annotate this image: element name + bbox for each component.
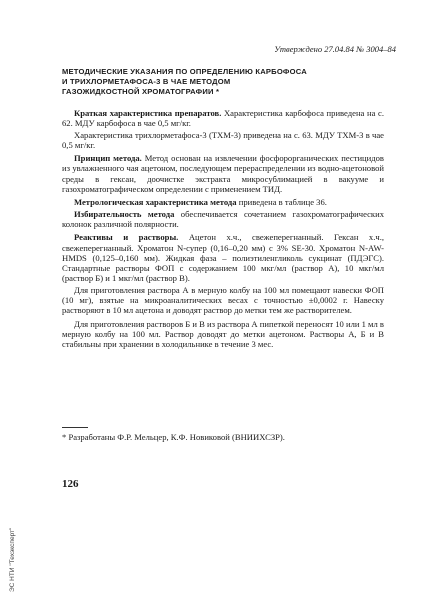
- paragraph-text: Для приготовления растворов Б и В из раствора А пипеткой переносят 10 или 1 мл в мерную колбу на 100 мл. Раствор доводят до метки ацетоном. Растворы А, Б и В стабильны при хранении в холодильнике в течение 3 мес.: [62, 318, 384, 350]
- footnote-divider: [62, 427, 88, 428]
- paragraph: [62, 209, 384, 230]
- paragraph: [62, 232, 384, 283]
- paragraph: [62, 130, 384, 151]
- paragraph-text: приведена в таблице 36.: [236, 197, 327, 208]
- page-number: 126: [62, 478, 79, 490]
- side-watermark-text: ЭС НТИ "Техэксперт": [9, 527, 16, 592]
- side-watermark: [6, 492, 18, 592]
- paragraph-text: Ацетон х.ч., свежеперегнанный. Гексан х.ч., свежеперегнанный. Хроматон N-супер (0,16–0,20 мм) с 3% SE-30. Хроматон N-AW-HMDS (0,125–0,160 мм). Жидкая фаза – полиэтиленгликоль сукцинат (ПДЭГС). Стандартные растворы ФОП с содержанием 100 мкг/мл (раствор А), 10 мкг/мл (раствор Б) и 1 мкг/мл (раствор В).: [62, 232, 384, 284]
- paragraph: [62, 319, 384, 350]
- paragraph-lead: Принцип метода.: [74, 153, 142, 164]
- paragraph: [62, 197, 384, 207]
- title-line: И ТРИХЛОРМЕТАФОСА-3 В ЧАЕ МЕТОДОМ: [62, 77, 231, 86]
- paragraph-text: Для приготовления раствора А в мерную колбу на 100 мл помещают навески ФОП (10 мг), взятые на микроаналитических весах с точностью ±0,0002 г. Навеску растворяют в 10 мл ацетона и доводят раствор до метки тем же растворителем.: [62, 284, 384, 316]
- paragraph: [62, 153, 384, 194]
- paragraph-text: Характеристика карбофоса приведена на с. 62. МДУ карбофоса в чае 0,5 мг/кг.: [62, 108, 384, 129]
- title-line: ГАЗОЖИДКОСТНОЙ ХРОМАТОГРАФИИ *: [62, 87, 220, 96]
- title-line: МЕТОДИЧЕСКИЕ УКАЗАНИЯ ПО ОПРЕДЕЛЕНИЮ КАРБОФОСА: [62, 67, 307, 76]
- paragraph-lead: Избирательность метода: [74, 208, 175, 219]
- paragraph-text: Метод основан на извлечении фосфорорганических пестицидов из увлажненного чая ацетоном, последующем перераспределении из водно-ацетоновой среды в гексан, доочистке экстракта микросублимацией в вакууме и газохроматографическом определении с применением ТИД.: [62, 153, 384, 195]
- paragraph-lead: Реактивы и растворы.: [74, 232, 179, 243]
- footnote: * Разработаны Ф.Р. Мельцер, К.Ф. Новиковой (ВНИИХСЗР).: [62, 432, 285, 442]
- paragraph-lead: Метрологическая характеристика метода: [74, 197, 237, 208]
- paragraph-text: обеспечивается сочетанием газохроматографических колонок различной полярности.: [62, 208, 384, 229]
- document-title: [62, 67, 382, 97]
- paragraph: [62, 108, 384, 129]
- approval-stamp: Утверждено 27.04.84 № 3004–84: [274, 44, 396, 54]
- paragraph: [62, 285, 384, 316]
- paragraph-text: Характеристика трихлорметафоса-3 (ТХМ-3) приведена на с. 63. МДУ ТХМ-3 в чае 0,5 мг/кг.: [62, 129, 384, 150]
- document-body: [62, 108, 384, 351]
- paragraph-lead: Краткая характеристика препаратов.: [74, 108, 222, 118]
